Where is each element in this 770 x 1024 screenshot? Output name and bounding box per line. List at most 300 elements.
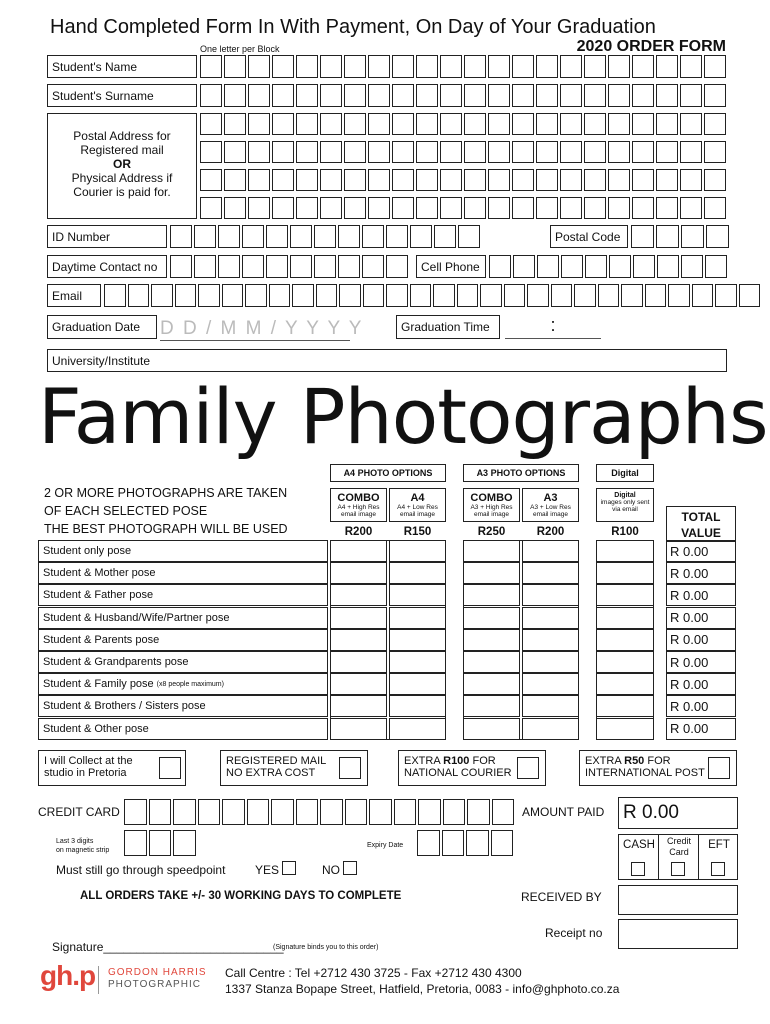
letter-cell[interactable] <box>290 255 312 278</box>
letter-cell[interactable] <box>560 197 582 219</box>
national-courier-option[interactable] <box>398 750 546 786</box>
letter-cell[interactable] <box>416 113 438 135</box>
letter-cell[interactable] <box>512 55 534 78</box>
letter-cell[interactable] <box>194 255 216 278</box>
letter-cell[interactable] <box>513 255 535 278</box>
letter-cell[interactable] <box>242 255 264 278</box>
letter-cell[interactable] <box>631 225 654 248</box>
yes-checkbox[interactable] <box>282 861 296 875</box>
letter-cell[interactable] <box>512 113 534 135</box>
letter-cell[interactable] <box>492 799 515 825</box>
quantity-cell[interactable] <box>463 540 520 562</box>
letter-cell[interactable] <box>175 284 197 307</box>
cash-checkbox[interactable] <box>631 862 645 876</box>
letter-cell[interactable] <box>633 255 655 278</box>
letter-cell[interactable] <box>656 197 678 219</box>
received-by-field[interactable] <box>618 885 738 915</box>
letter-cell[interactable] <box>363 284 385 307</box>
student-name-cells[interactable] <box>200 55 728 78</box>
letter-cell[interactable] <box>344 55 366 78</box>
address-line-4-cells[interactable] <box>200 197 728 219</box>
letter-cell[interactable] <box>632 141 654 163</box>
quantity-cell[interactable] <box>389 629 446 651</box>
letter-cell[interactable] <box>224 84 246 107</box>
letter-cell[interactable] <box>271 799 294 825</box>
letter-cell[interactable] <box>296 84 318 107</box>
letter-cell[interactable] <box>632 169 654 191</box>
letter-cell[interactable] <box>320 169 342 191</box>
letter-cell[interactable] <box>488 169 510 191</box>
quantity-cell[interactable] <box>389 718 446 740</box>
letter-cell[interactable] <box>362 225 384 248</box>
letter-cell[interactable] <box>488 84 510 107</box>
letter-cell[interactable] <box>536 141 558 163</box>
letter-cell[interactable] <box>198 799 221 825</box>
letter-cell[interactable] <box>442 830 465 856</box>
credit-card-method-checkbox[interactable] <box>671 862 685 876</box>
letter-cell[interactable] <box>296 799 319 825</box>
letter-cell[interactable] <box>656 225 679 248</box>
letter-cell[interactable] <box>272 113 294 135</box>
expiry-cells[interactable] <box>417 830 515 856</box>
letter-cell[interactable] <box>680 113 702 135</box>
letter-cell[interactable] <box>681 225 704 248</box>
letter-cell[interactable] <box>320 55 342 78</box>
letter-cell[interactable] <box>656 141 678 163</box>
letter-cell[interactable] <box>392 84 414 107</box>
quantity-cell[interactable] <box>522 718 579 740</box>
letter-cell[interactable] <box>248 55 270 78</box>
letter-cell[interactable] <box>124 830 147 856</box>
letter-cell[interactable] <box>464 113 486 135</box>
letter-cell[interactable] <box>296 197 318 219</box>
letter-cell[interactable] <box>560 55 582 78</box>
letter-cell[interactable] <box>338 255 360 278</box>
collect-checkbox[interactable] <box>159 757 181 779</box>
credit-card-cells[interactable] <box>124 799 516 825</box>
letter-cell[interactable] <box>434 225 456 248</box>
quantity-cell[interactable] <box>463 584 520 606</box>
letter-cell[interactable] <box>344 141 366 163</box>
letter-cell[interactable] <box>316 284 338 307</box>
letter-cell[interactable] <box>170 255 192 278</box>
signature-line[interactable]: Signature___________________________ <box>52 940 284 954</box>
last3-cells[interactable] <box>124 830 198 856</box>
letter-cell[interactable] <box>416 169 438 191</box>
letter-cell[interactable] <box>368 141 390 163</box>
letter-cell[interactable] <box>418 799 441 825</box>
letter-cell[interactable] <box>272 84 294 107</box>
letter-cell[interactable] <box>584 197 606 219</box>
quantity-cell[interactable] <box>389 673 446 695</box>
international-post-checkbox[interactable] <box>708 757 730 779</box>
quantity-cell[interactable] <box>596 651 654 673</box>
letter-cell[interactable] <box>440 55 462 78</box>
letter-cell[interactable] <box>198 284 220 307</box>
letter-cell[interactable] <box>704 141 726 163</box>
letter-cell[interactable] <box>608 84 630 107</box>
letter-cell[interactable] <box>394 799 417 825</box>
letter-cell[interactable] <box>344 113 366 135</box>
letter-cell[interactable] <box>224 197 246 219</box>
letter-cell[interactable] <box>704 55 726 78</box>
letter-cell[interactable] <box>314 225 336 248</box>
letter-cell[interactable] <box>560 84 582 107</box>
letter-cell[interactable] <box>149 799 172 825</box>
letter-cell[interactable] <box>320 84 342 107</box>
letter-cell[interactable] <box>488 141 510 163</box>
letter-cell[interactable] <box>222 799 245 825</box>
quantity-cell[interactable] <box>596 629 654 651</box>
quantity-cell[interactable] <box>330 562 387 584</box>
letter-cell[interactable] <box>440 169 462 191</box>
registered-line-1: REGISTERED MAIL <box>226 755 327 767</box>
letter-cell[interactable] <box>224 55 246 78</box>
letter-cell[interactable] <box>458 225 480 248</box>
letter-cell[interactable] <box>320 799 343 825</box>
letter-cell[interactable] <box>200 55 222 78</box>
letter-cell[interactable] <box>692 284 714 307</box>
quantity-cell[interactable] <box>596 695 654 717</box>
letter-cell[interactable] <box>632 55 654 78</box>
receipt-no-field[interactable] <box>618 919 738 949</box>
quantity-cell[interactable] <box>330 718 387 740</box>
letter-cell[interactable] <box>704 169 726 191</box>
letter-cell[interactable] <box>537 255 559 278</box>
letter-cell[interactable] <box>410 284 432 307</box>
letter-cell[interactable] <box>272 141 294 163</box>
quantity-cell[interactable] <box>522 562 579 584</box>
letter-cell[interactable] <box>680 169 702 191</box>
letter-cell[interactable] <box>656 84 678 107</box>
letter-cell[interactable] <box>704 84 726 107</box>
letter-cell[interactable] <box>369 799 392 825</box>
letter-cell[interactable] <box>464 84 486 107</box>
letter-cell[interactable] <box>242 225 264 248</box>
quantity-cell[interactable] <box>389 562 446 584</box>
address-line-3-cells[interactable] <box>200 169 728 191</box>
letter-cell[interactable] <box>680 84 702 107</box>
letter-cell[interactable] <box>632 197 654 219</box>
student-surname-cells[interactable] <box>200 84 728 107</box>
letter-cell[interactable] <box>296 113 318 135</box>
quantity-cell[interactable] <box>522 629 579 651</box>
letter-cell[interactable] <box>632 113 654 135</box>
collect-option[interactable] <box>38 750 186 786</box>
letter-cell[interactable] <box>392 141 414 163</box>
daytime-contact-cells[interactable] <box>170 255 410 278</box>
graduation-time-field[interactable] <box>505 315 601 339</box>
letter-cell[interactable] <box>608 197 630 219</box>
letter-cell[interactable] <box>680 141 702 163</box>
quantity-cell[interactable] <box>463 629 520 651</box>
no-checkbox[interactable] <box>343 861 357 875</box>
letter-cell[interactable] <box>339 284 361 307</box>
letter-cell[interactable] <box>338 225 360 248</box>
letter-cell[interactable] <box>128 284 150 307</box>
letter-cell[interactable] <box>149 830 172 856</box>
quantity-cell[interactable] <box>330 607 387 629</box>
letter-cell[interactable] <box>536 169 558 191</box>
letter-cell[interactable] <box>457 284 479 307</box>
quantity-cell[interactable] <box>596 540 654 562</box>
letter-cell[interactable] <box>560 169 582 191</box>
letter-cell[interactable] <box>488 197 510 219</box>
id-number-cells[interactable] <box>170 225 482 248</box>
quantity-cell[interactable] <box>596 584 654 606</box>
letter-cell[interactable] <box>194 225 216 248</box>
letter-cell[interactable] <box>609 255 631 278</box>
letter-cell[interactable] <box>218 225 240 248</box>
letter-cell[interactable] <box>574 284 596 307</box>
letter-cell[interactable] <box>392 113 414 135</box>
letter-cell[interactable] <box>248 169 270 191</box>
letter-cell[interactable] <box>488 55 510 78</box>
letter-cell[interactable] <box>440 84 462 107</box>
letter-cell[interactable] <box>368 169 390 191</box>
letter-cell[interactable] <box>608 169 630 191</box>
international-post-option[interactable] <box>579 750 737 786</box>
letter-cell[interactable] <box>368 55 390 78</box>
letter-cell[interactable] <box>416 197 438 219</box>
letter-cell[interactable] <box>632 84 654 107</box>
letter-cell[interactable] <box>680 197 702 219</box>
graduation-date-field[interactable]: D D / M M / Y Y Y Y <box>160 318 364 339</box>
letter-cell[interactable] <box>344 169 366 191</box>
letter-cell[interactable] <box>170 225 192 248</box>
letter-cell[interactable] <box>392 197 414 219</box>
letter-cell[interactable] <box>296 169 318 191</box>
letter-cell[interactable] <box>489 255 511 278</box>
letter-cell[interactable] <box>272 169 294 191</box>
letter-cell[interactable] <box>608 113 630 135</box>
letter-cell[interactable] <box>440 141 462 163</box>
letter-cell[interactable] <box>512 197 534 219</box>
quantity-cell[interactable] <box>596 562 654 584</box>
letter-cell[interactable] <box>440 113 462 135</box>
letter-cell[interactable] <box>247 799 270 825</box>
letter-cell[interactable] <box>314 255 336 278</box>
letter-cell[interactable] <box>584 113 606 135</box>
letter-cell[interactable] <box>362 255 384 278</box>
quantity-cell[interactable] <box>522 695 579 717</box>
letter-cell[interactable] <box>466 830 489 856</box>
letter-cell[interactable] <box>386 255 408 278</box>
amount-paid-value[interactable]: R 0.00 <box>618 797 738 829</box>
quantity-cell[interactable] <box>463 718 520 740</box>
letter-cell[interactable] <box>656 113 678 135</box>
letter-cell[interactable] <box>512 84 534 107</box>
letter-cell[interactable] <box>410 225 432 248</box>
letter-cell[interactable] <box>151 284 173 307</box>
letter-cell[interactable] <box>440 197 462 219</box>
letter-cell[interactable] <box>416 141 438 163</box>
letter-cell[interactable] <box>368 84 390 107</box>
letter-cell[interactable] <box>467 799 490 825</box>
quantity-cell[interactable] <box>389 607 446 629</box>
letter-cell[interactable] <box>536 197 558 219</box>
letter-cell[interactable] <box>124 799 147 825</box>
letter-cell[interactable] <box>224 141 246 163</box>
national-courier-checkbox[interactable] <box>517 757 539 779</box>
letter-cell[interactable] <box>680 55 702 78</box>
letter-cell[interactable] <box>200 113 222 135</box>
letter-cell[interactable] <box>290 225 312 248</box>
letter-cell[interactable] <box>657 255 679 278</box>
letter-cell[interactable] <box>224 113 246 135</box>
letter-cell[interactable] <box>504 284 526 307</box>
letter-cell[interactable] <box>681 255 703 278</box>
letter-cell[interactable] <box>536 55 558 78</box>
quantity-cell[interactable] <box>330 629 387 651</box>
letter-cell[interactable] <box>218 255 240 278</box>
letter-cell[interactable] <box>656 169 678 191</box>
letter-cell[interactable] <box>200 169 222 191</box>
letter-cell[interactable] <box>272 55 294 78</box>
letter-cell[interactable] <box>705 255 727 278</box>
letter-cell[interactable] <box>368 197 390 219</box>
quantity-cell[interactable] <box>522 651 579 673</box>
letter-cell[interactable] <box>292 284 314 307</box>
registered-mail-option[interactable] <box>220 750 368 786</box>
letter-cell[interactable] <box>608 141 630 163</box>
letter-cell[interactable] <box>386 225 408 248</box>
letter-cell[interactable] <box>621 284 643 307</box>
quantity-cell[interactable] <box>463 607 520 629</box>
letter-cell[interactable] <box>560 113 582 135</box>
letter-cell[interactable] <box>296 55 318 78</box>
letter-cell[interactable] <box>704 197 726 219</box>
quantity-cell[interactable] <box>522 584 579 606</box>
letter-cell[interactable] <box>320 113 342 135</box>
letter-cell[interactable] <box>320 141 342 163</box>
letter-cell[interactable] <box>527 284 549 307</box>
letter-cell[interactable] <box>536 113 558 135</box>
quantity-cell[interactable] <box>463 673 520 695</box>
letter-cell[interactable] <box>480 284 502 307</box>
letter-cell[interactable] <box>368 113 390 135</box>
eft-checkbox[interactable] <box>711 862 725 876</box>
quantity-cell[interactable] <box>463 651 520 673</box>
letter-cell[interactable] <box>248 84 270 107</box>
letter-cell[interactable] <box>173 830 196 856</box>
quantity-cell[interactable] <box>596 673 654 695</box>
letter-cell[interactable] <box>551 284 573 307</box>
letter-cell[interactable] <box>224 169 246 191</box>
letter-cell[interactable] <box>416 55 438 78</box>
letter-cell[interactable] <box>464 55 486 78</box>
letter-cell[interactable] <box>706 225 729 248</box>
letter-cell[interactable] <box>464 141 486 163</box>
letter-cell[interactable] <box>269 284 291 307</box>
letter-cell[interactable] <box>584 55 606 78</box>
letter-cell[interactable] <box>464 197 486 219</box>
quantity-cell[interactable] <box>330 584 387 606</box>
quantity-cell[interactable] <box>330 673 387 695</box>
letter-cell[interactable] <box>200 197 222 219</box>
letter-cell[interactable] <box>512 141 534 163</box>
letter-cell[interactable] <box>344 197 366 219</box>
letter-cell[interactable] <box>266 255 288 278</box>
letter-cell[interactable] <box>488 113 510 135</box>
quantity-cell[interactable] <box>522 540 579 562</box>
letter-cell[interactable] <box>433 284 455 307</box>
quantity-cell[interactable] <box>463 695 520 717</box>
quantity-cell[interactable] <box>389 584 446 606</box>
letter-cell[interactable] <box>608 55 630 78</box>
letter-cell[interactable] <box>345 799 368 825</box>
letter-cell[interactable] <box>656 55 678 78</box>
letter-cell[interactable] <box>386 284 408 307</box>
letter-cell[interactable] <box>512 169 534 191</box>
letter-cell[interactable] <box>668 284 690 307</box>
letter-cell[interactable] <box>296 141 318 163</box>
letter-cell[interactable] <box>104 284 126 307</box>
letter-cell[interactable] <box>584 84 606 107</box>
letter-cell[interactable] <box>320 197 342 219</box>
quantity-cell[interactable] <box>389 651 446 673</box>
letter-cell[interactable] <box>739 284 761 307</box>
registered-mail-checkbox[interactable] <box>339 757 361 779</box>
letter-cell[interactable] <box>272 197 294 219</box>
letter-cell[interactable] <box>491 830 514 856</box>
letter-cell[interactable] <box>560 141 582 163</box>
letter-cell[interactable] <box>266 225 288 248</box>
address-line-1-cells[interactable] <box>200 113 728 135</box>
cell-phone-cells[interactable] <box>489 255 729 278</box>
university-field[interactable]: University/Institute <box>47 349 727 372</box>
letter-cell[interactable] <box>561 255 583 278</box>
quantity-cell[interactable] <box>522 673 579 695</box>
quantity-cell[interactable] <box>389 695 446 717</box>
letter-cell[interactable] <box>536 84 558 107</box>
letter-cell[interactable] <box>222 284 244 307</box>
quantity-cell[interactable] <box>596 718 654 740</box>
letter-cell[interactable] <box>344 84 366 107</box>
letter-cell[interactable] <box>248 113 270 135</box>
letter-cell[interactable] <box>245 284 267 307</box>
letter-cell[interactable] <box>598 284 620 307</box>
quantity-cell[interactable] <box>596 607 654 629</box>
letter-cell[interactable] <box>200 141 222 163</box>
quantity-cell[interactable] <box>389 540 446 562</box>
letter-cell[interactable] <box>585 255 607 278</box>
letter-cell[interactable] <box>392 169 414 191</box>
quantity-cell[interactable] <box>330 651 387 673</box>
postal-code-cells[interactable] <box>631 225 731 248</box>
letter-cell[interactable] <box>645 284 667 307</box>
address-line-2-cells[interactable] <box>200 141 728 163</box>
letter-cell[interactable] <box>584 141 606 163</box>
letter-cell[interactable] <box>443 799 466 825</box>
letter-cell[interactable] <box>200 84 222 107</box>
letter-cell[interactable] <box>248 197 270 219</box>
quantity-cell[interactable] <box>330 540 387 562</box>
letter-cell[interactable] <box>416 84 438 107</box>
quantity-cell[interactable] <box>330 695 387 717</box>
letter-cell[interactable] <box>584 169 606 191</box>
quantity-cell[interactable] <box>463 562 520 584</box>
letter-cell[interactable] <box>248 141 270 163</box>
letter-cell[interactable] <box>704 113 726 135</box>
letter-cell[interactable] <box>173 799 196 825</box>
email-cells[interactable] <box>104 284 762 307</box>
letter-cell[interactable] <box>715 284 737 307</box>
quantity-cell[interactable] <box>522 607 579 629</box>
letter-cell[interactable] <box>464 169 486 191</box>
letter-cell[interactable] <box>392 55 414 78</box>
letter-cell[interactable] <box>417 830 440 856</box>
